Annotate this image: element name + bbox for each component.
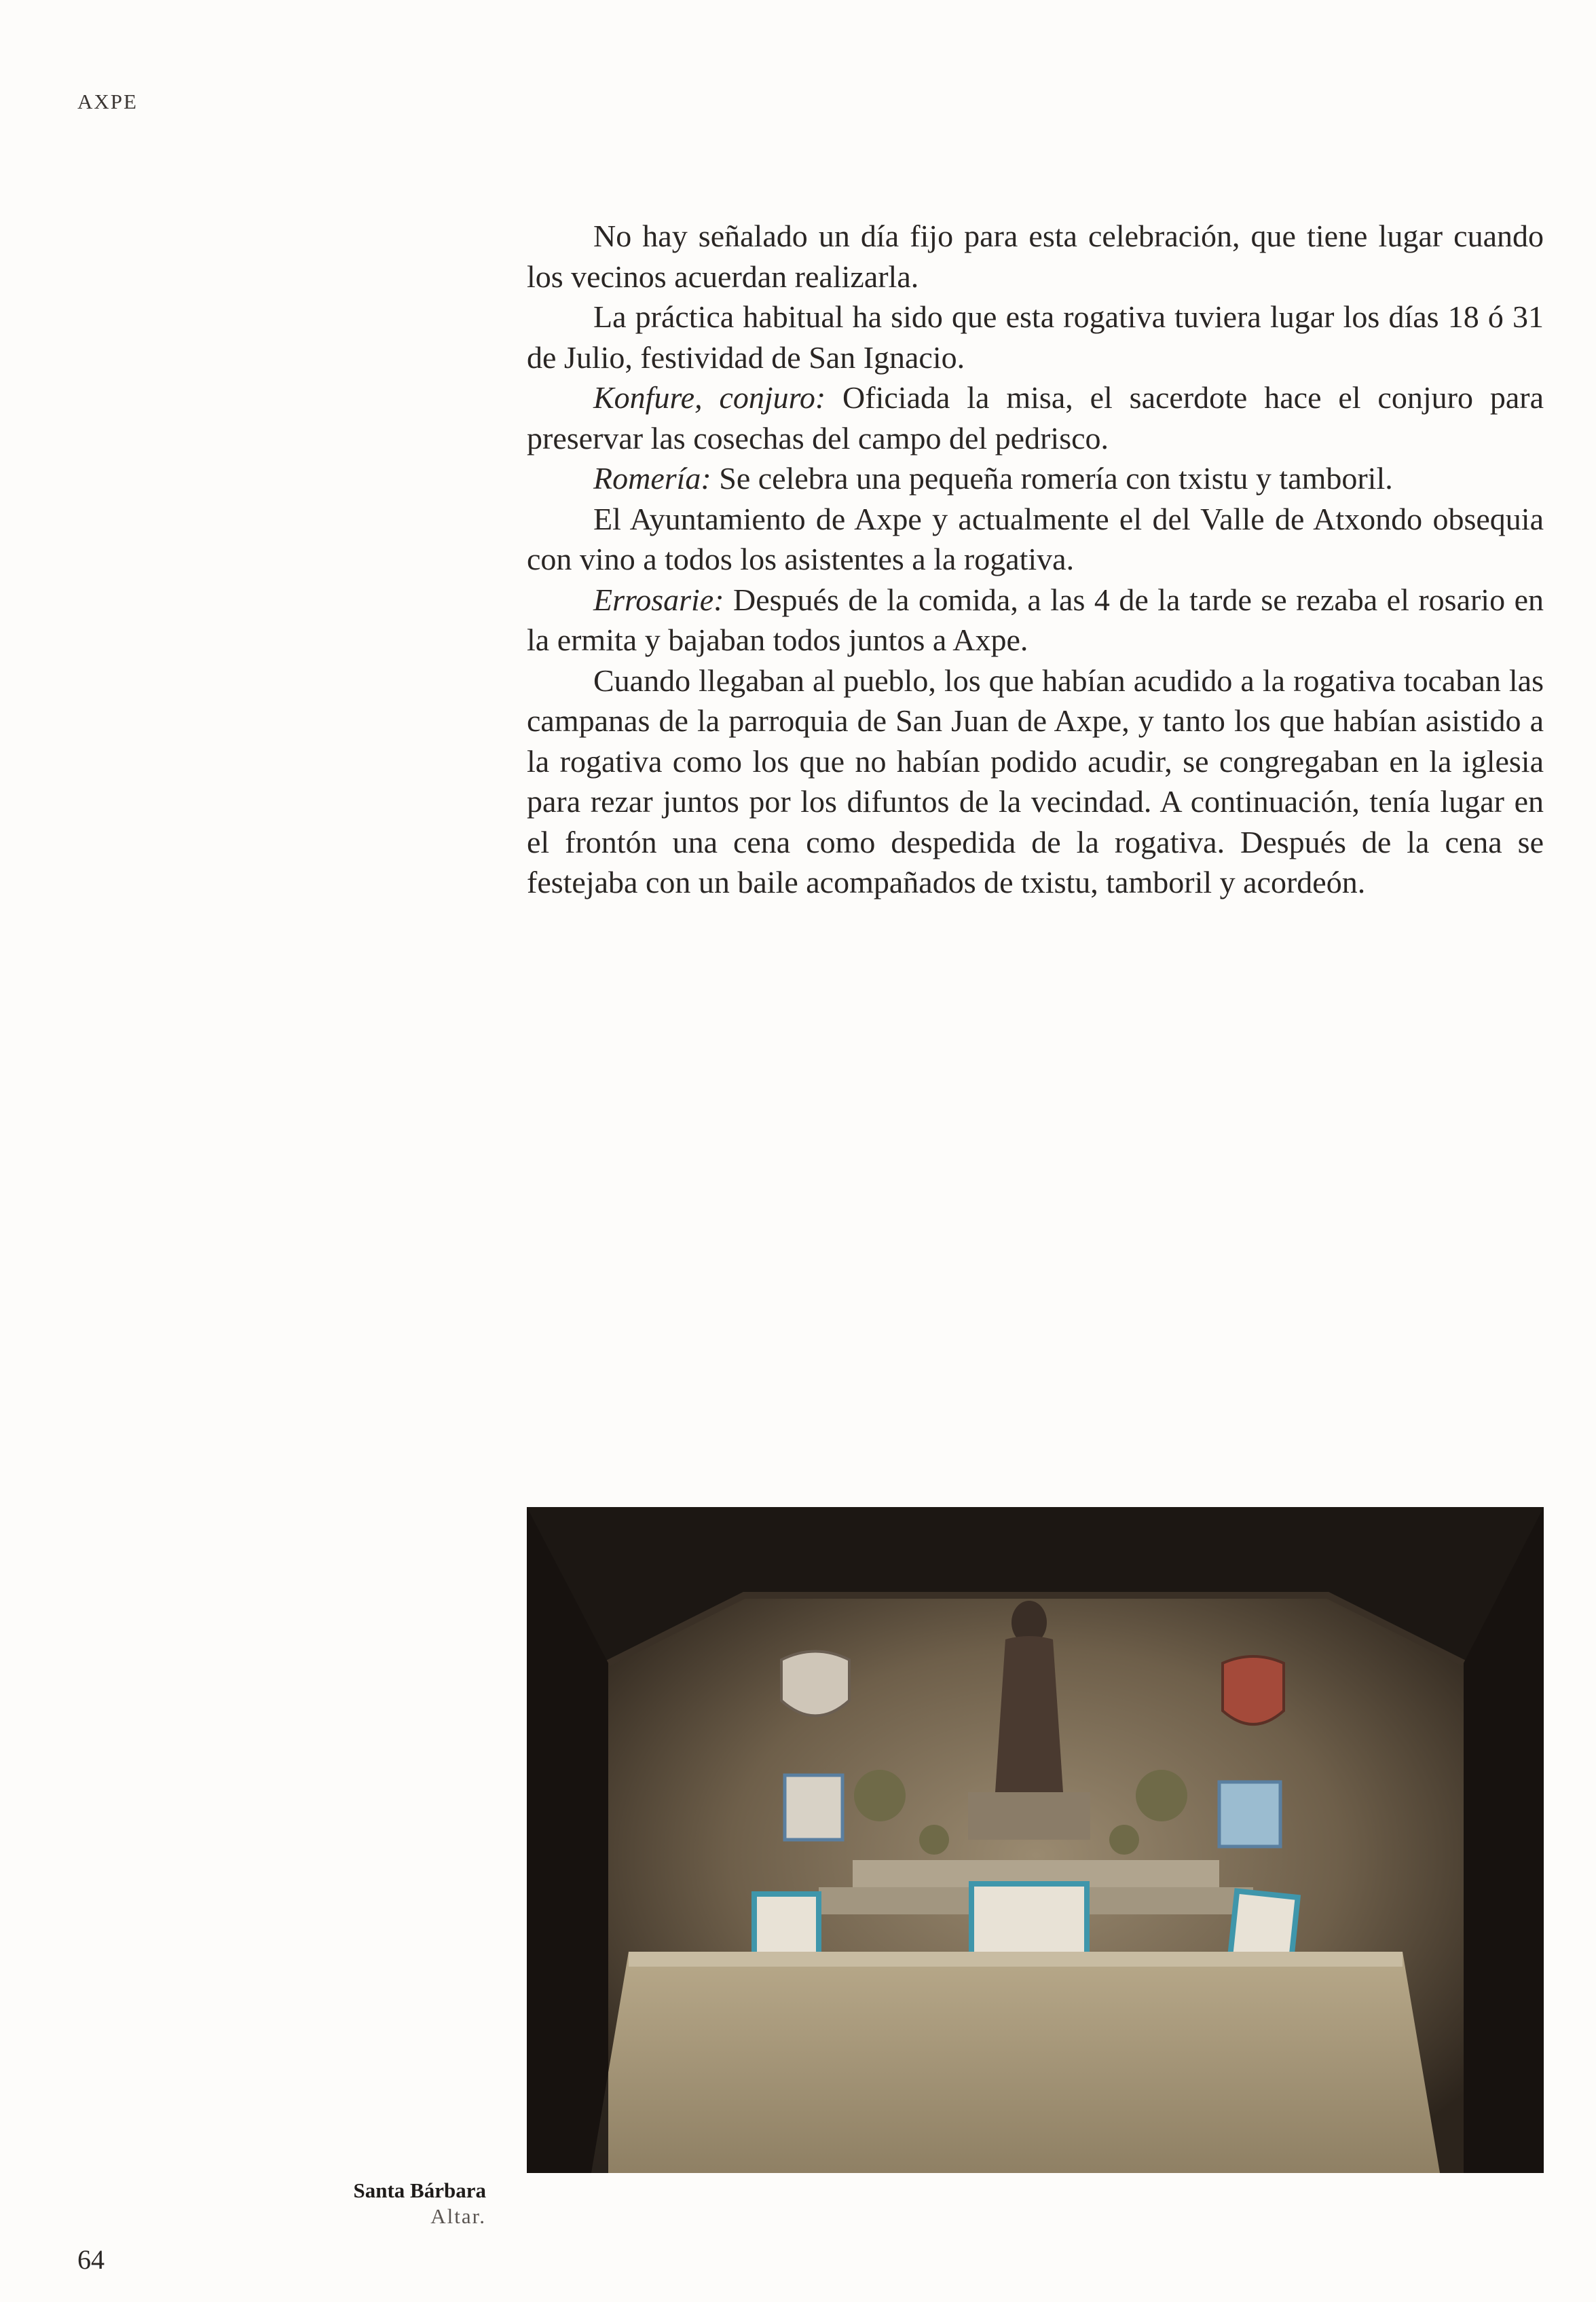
altar-photo — [527, 1507, 1544, 2173]
paragraph — [527, 377, 1544, 458]
figure-caption — [285, 2178, 486, 2229]
caption-subtitle: Altar. — [430, 2204, 486, 2228]
paragraph — [527, 458, 1544, 499]
caption-title: Santa Bárbara — [353, 2178, 486, 2202]
term: Errosarie: — [593, 582, 724, 617]
paragraph: Cuando llegaban al pueblo, los que habían acudido a la rogativa tocaban las campanas de la parroquia de San Juan de Axpe, y tanto los que habían asistido a la rogativa como los que no habían podido acudir, se congregaban en la iglesia para rezar juntos por los difuntos de la vecindad. A continuación, tenía lugar en el frontón una cena como despedida de la rogativa. Después de la cena se festejaba con un baile acompañados de txistu, tamboril y acordeón. — [527, 663, 1544, 899]
term: Konfure, conjuro: — [593, 380, 826, 415]
paragraph — [527, 580, 1544, 661]
paragraph: No hay señalado un día fijo para esta celebración, que tiene lugar cuando los vecinos acuerdan realizarla. — [527, 219, 1544, 294]
paragraph: La práctica habitual ha sido que esta rogativa tuviera lugar los días 18 ó 31 de Julio, festividad de San Ignacio. — [527, 299, 1544, 375]
term: Romería: — [593, 461, 711, 496]
paragraph-text: Oficiada la misa, el sacerdote hace el conjuro para preservar las cosechas del campo del pedrisco. — [527, 380, 1544, 456]
paragraph-text: Se celebra una pequeña romería con txistu y tamboril. — [711, 461, 1393, 496]
page-number: 64 — [77, 2244, 105, 2275]
paragraph: El Ayuntamiento de Axpe y actualmente el del Valle de Atxondo obsequia con vino a todos los asistentes a la rogativa. — [527, 501, 1544, 576]
body-text — [527, 216, 1544, 903]
running-head: AXPE — [77, 90, 138, 113]
paragraph-text: Después de la comida, a las 4 de la tarde se rezaba el rosario en la ermita y bajaban todos juntos a Axpe. — [527, 582, 1544, 657]
